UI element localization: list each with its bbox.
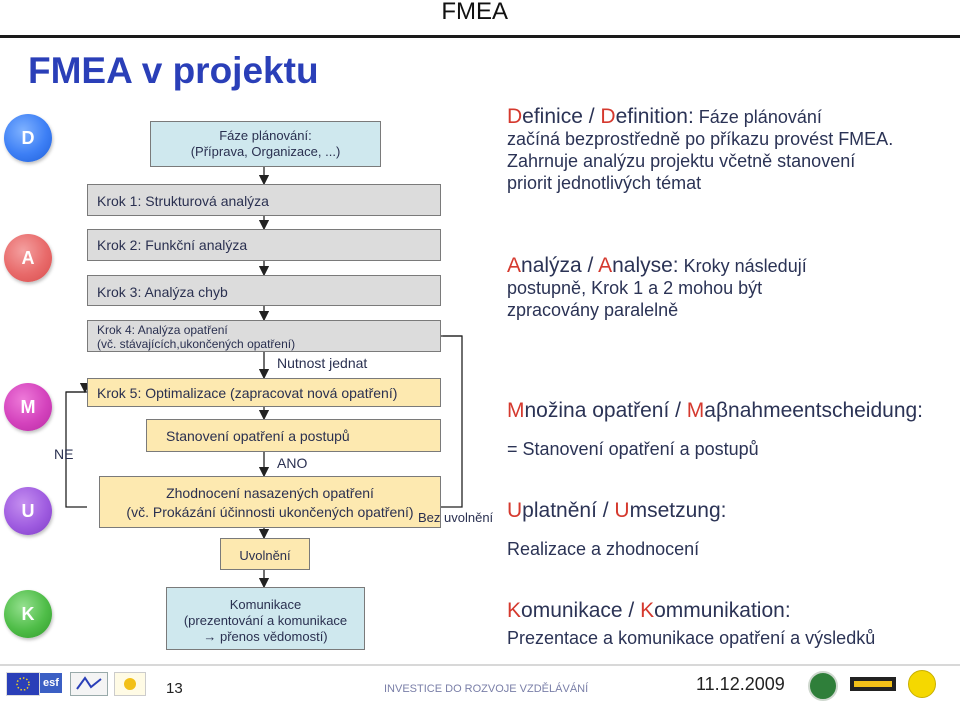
definition-k-heading: Komunikace / Kommunikation: [507, 599, 791, 622]
phase-k-circle: K [4, 590, 52, 638]
op-logo [114, 672, 146, 696]
definition-a-line2: postupně, Krok 1 a 2 mohou být [507, 278, 763, 298]
definition-d-line4: priorit jednotlivých témat [507, 173, 702, 193]
step4-subtitle: (vč. stávajících,ukončených opatření) [97, 337, 296, 351]
definition-d-line3: Zahrnuje analýzu projektu včetně stanovení [507, 151, 856, 171]
need-to-act-label: Nutnost jednat [277, 355, 368, 371]
date-label: 11.12.2009 [696, 674, 785, 694]
page-number: 13 [166, 680, 183, 697]
definition-a-heading-rest: Kroky následují [678, 256, 807, 276]
communication-title: Komunikace [229, 597, 302, 612]
phase-d-circle: D [4, 114, 52, 162]
definition-d-block [507, 106, 957, 194]
evaluation-subtitle: (vč. Prokázání účinnosti ukončených opatření) [126, 504, 414, 520]
step2-box: Krok 2: Funkční analýza [87, 229, 441, 261]
phase-u-circle: U [4, 487, 52, 535]
definition-m-heading: Množina opatření / Maβnahmeentscheidung: [507, 399, 924, 422]
definition-a-line3: zpracovány paralelně [507, 300, 679, 320]
step3-box: Krok 3: Analýza chyb [87, 275, 441, 306]
investment-text: INVESTICE DO ROZVOJE VZDĚLÁVÁNÍ [384, 683, 589, 695]
communication-line2: (prezentování a komunikace [183, 613, 348, 628]
define-actions-box: Stanovení opatření a postupů [146, 419, 441, 452]
without-release-label: Bez uvolnění [418, 510, 494, 525]
communication-box [166, 587, 365, 650]
esf-logo: esf [40, 673, 62, 693]
definition-d-heading: Definice / Definition: [507, 105, 694, 128]
footer-divider [0, 664, 960, 666]
step5-box: Krok 5: Optimalizace (zapracovat nová opatření) [87, 378, 441, 407]
release-box: Uvolnění [220, 538, 310, 570]
definition-u-heading: Uplatnění / Umsetzung: [507, 499, 727, 522]
evaluation-title: Zhodnocení nasazených opatření [166, 485, 374, 501]
definition-a-heading: Analýza / Analyse: [507, 254, 679, 277]
partner-logo [850, 677, 896, 691]
definition-m-line2: = Stanovení opatření a postupů [507, 439, 759, 459]
skoda-logo [808, 671, 838, 701]
university-logo [908, 670, 936, 698]
ministry-logo [70, 672, 108, 696]
definition-d-line2: začíná bezprostředně po příkazu provést FMEA. [507, 129, 894, 149]
header-title: FMEA [441, 0, 508, 25]
planning-phase-box [150, 121, 381, 167]
definition-u-line2: Realizace a zhodnocení [507, 539, 700, 559]
page-title: FMEA v projektu [28, 50, 319, 91]
definition-k-line2: Prezentace a komunikace opatření a výsledků [507, 628, 876, 648]
yes-label: ANO [277, 455, 308, 471]
phase-m-circle: M [4, 383, 52, 431]
phase-a-circle: A [4, 234, 52, 282]
no-label: NE [54, 446, 74, 462]
definition-d-heading-rest: Fáze plánování [693, 107, 822, 127]
definition-a-block [507, 255, 957, 321]
planning-phase-title: Fáze plánování: [219, 128, 312, 143]
step4-box [87, 320, 441, 352]
communication-line3: → přenos vědomostí) [203, 629, 328, 644]
step4-title: Krok 4: Analýza opatření [97, 323, 228, 337]
planning-phase-subtitle: (Příprava, Organizace, ...) [190, 144, 341, 159]
eu-flag-logo [6, 672, 40, 696]
step1-box: Krok 1: Strukturová analýza [87, 184, 441, 216]
evaluation-box [99, 476, 441, 528]
